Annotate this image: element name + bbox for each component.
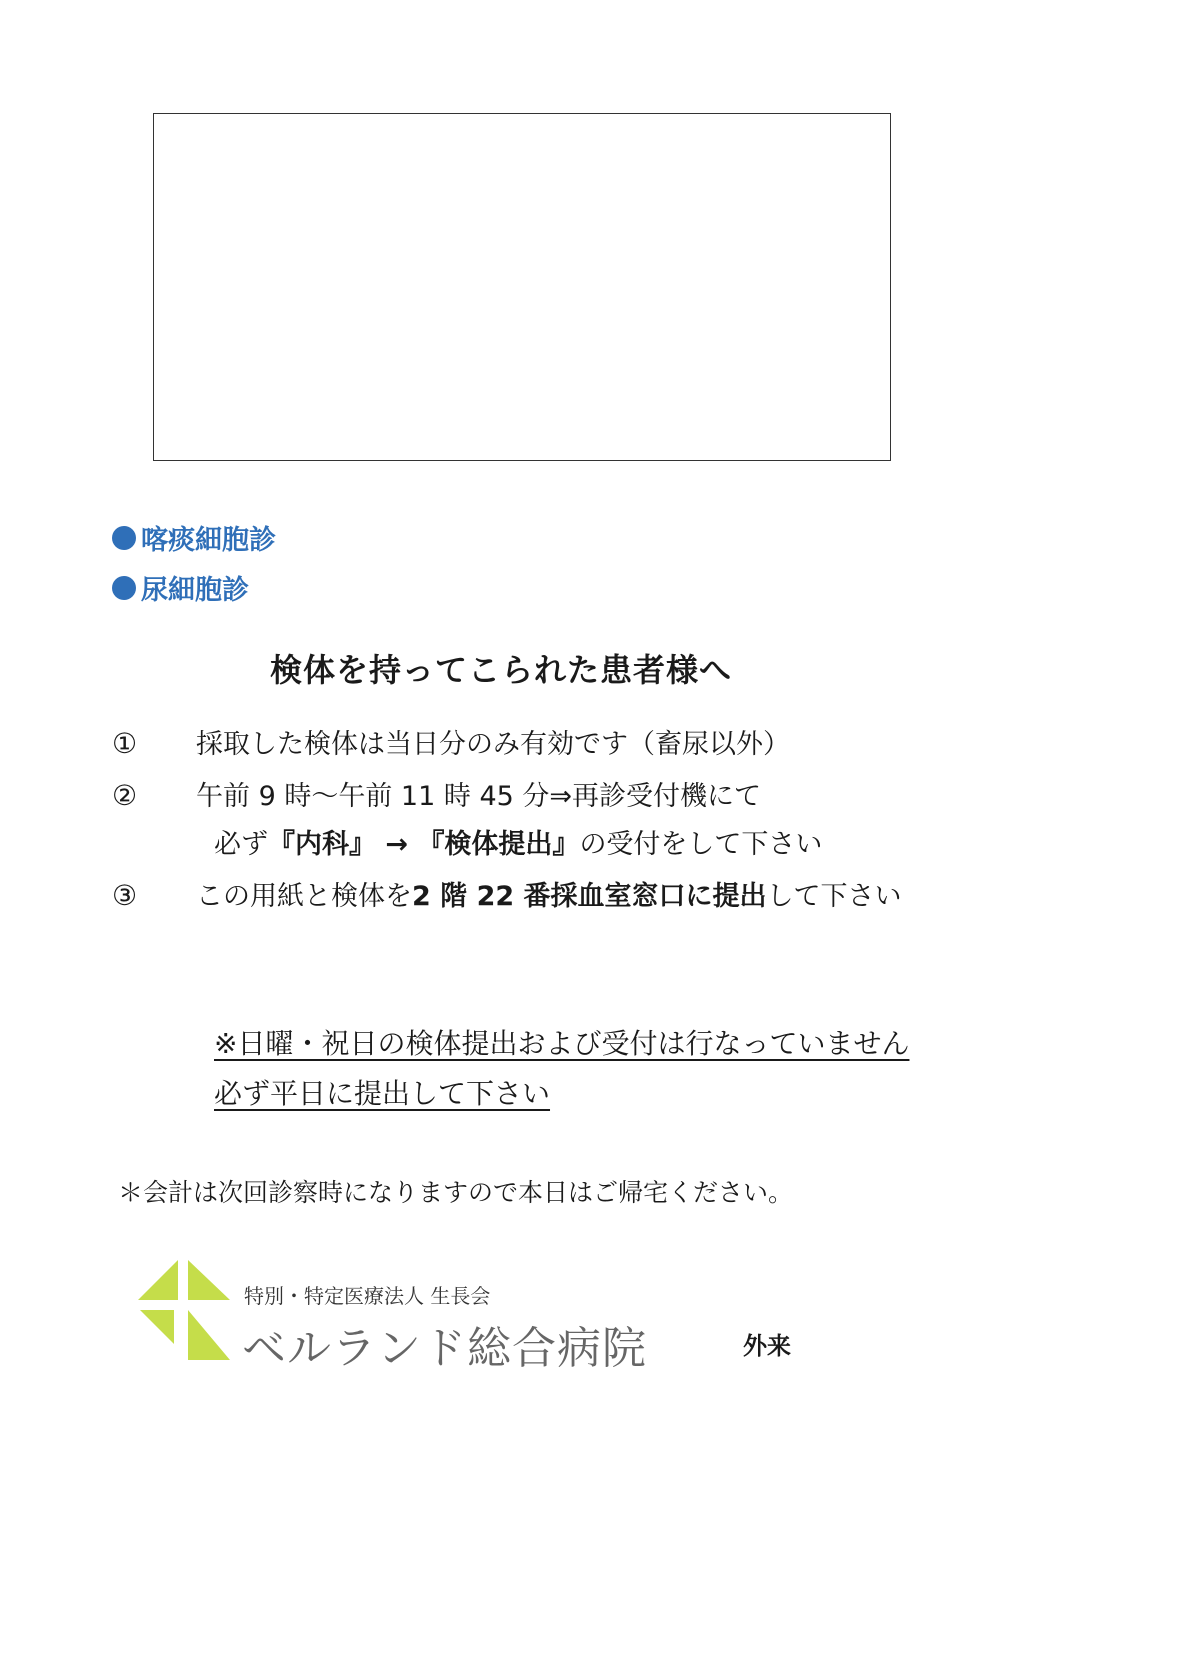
holiday-notice: ※日曜・祝日の検体提出および受付は行なっていません bbox=[214, 1027, 910, 1060]
label-box bbox=[153, 113, 891, 461]
hospital-name: ベルランド総合病院 bbox=[242, 1323, 647, 1374]
instruction-step-2 bbox=[112, 774, 761, 813]
payment-note: ＊会計は次回診察時になりますので本日はご帰宅ください。 bbox=[118, 1178, 794, 1207]
test-item-sputum-cytology bbox=[112, 518, 276, 557]
instruction-step-3 bbox=[112, 874, 902, 913]
department-label: 外来 bbox=[743, 1332, 791, 1360]
weekday-notice: 必ず平日に提出して下さい bbox=[214, 1077, 551, 1110]
test-label: 尿細胞診 bbox=[141, 575, 249, 606]
step-quote-internal-medicine: 『内科』 bbox=[268, 829, 376, 860]
test-label: 喀痰細胞診 bbox=[141, 525, 276, 556]
test-item-urine-cytology bbox=[112, 568, 249, 607]
bullet-dot-icon bbox=[112, 526, 136, 550]
step-number: ① bbox=[112, 727, 138, 760]
instruction-step-1 bbox=[112, 722, 790, 761]
step-quote-specimen-submission: 『検体提出』 bbox=[417, 829, 580, 860]
instruction-step-2-continued bbox=[214, 822, 822, 861]
step-number: ③ bbox=[112, 879, 138, 912]
step-number: ② bbox=[112, 779, 138, 812]
arrow-right-icon: → bbox=[376, 829, 418, 860]
step-text-pre: 必ず bbox=[214, 829, 268, 860]
hospital-logo-icon bbox=[138, 1260, 232, 1360]
step-text-pre: この用紙と検体を bbox=[196, 881, 412, 912]
page-heading: 検体を持ってこられた患者様へ bbox=[270, 651, 733, 689]
step-text: 午前 9 時～午前 11 時 45 分⇒再診受付機にて bbox=[196, 781, 762, 812]
step-text-location: 2 階 22 番採血室窓口に提出 bbox=[412, 881, 767, 912]
step-text-post: の受付をして下さい bbox=[579, 829, 823, 860]
step-text: 採取した検体は当日分のみ有効です（畜尿以外） bbox=[196, 729, 790, 760]
step-text-post: して下さい bbox=[766, 881, 902, 912]
organization-name: 特別・特定医療法人 生長会 bbox=[244, 1284, 491, 1308]
bullet-dot-icon bbox=[112, 576, 136, 600]
